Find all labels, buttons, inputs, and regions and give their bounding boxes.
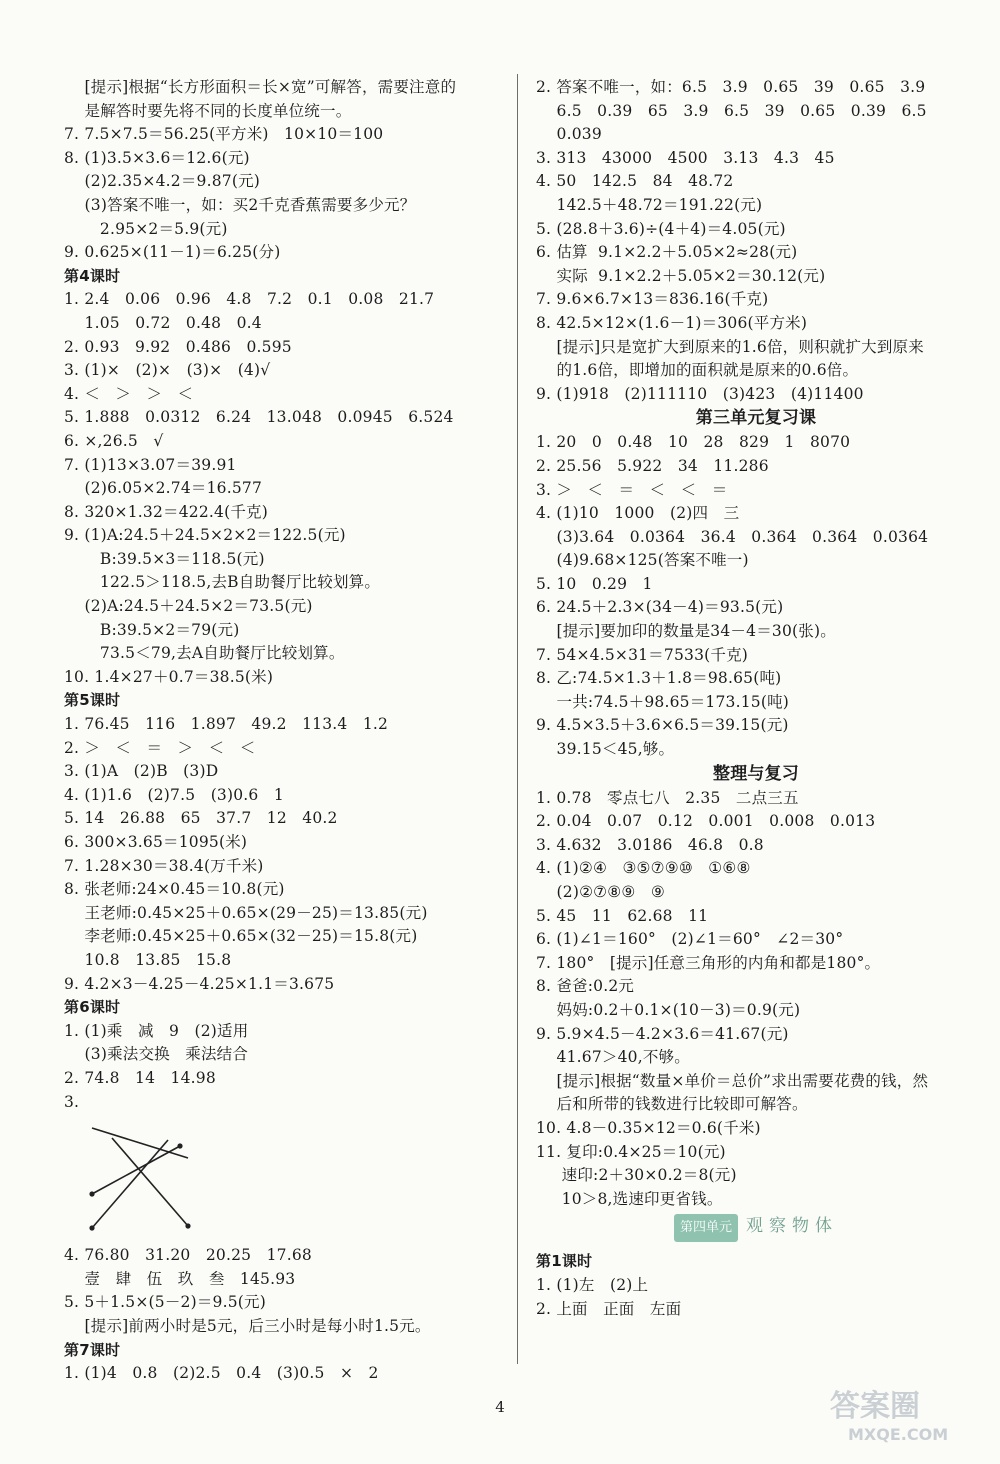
answer-line: 4. (1)1.6 (2)7.5 (3)0.6 1 bbox=[64, 785, 284, 804]
answer-line: 实际 9.1×2.2＋5.05×2＝30.12(元) bbox=[536, 266, 826, 285]
crossing-lines-figure bbox=[64, 1114, 504, 1244]
answer-line: 壹 肆 伍 玖 叁 145.93 bbox=[64, 1269, 296, 1288]
answer-line: (3)3.64 0.0364 36.4 0.364 0.364 0.0364 bbox=[536, 527, 929, 546]
answer-line: 速印:2＋30×0.2＝8(元) bbox=[536, 1166, 737, 1185]
answer-line: 6. 300×3.65＝1095(米) bbox=[64, 833, 248, 851]
answer-line: 3. bbox=[64, 1092, 80, 1111]
answer-line: 6.5 0.39 65 3.9 6.5 39 0.65 0.39 6.5 bbox=[536, 101, 927, 120]
answer-line: 5. 5＋1.5×(5－2)＝9.5(元) bbox=[64, 1293, 266, 1312]
answer-line: 3. 4.632 3.0186 46.8 0.8 bbox=[536, 835, 764, 854]
answer-line: 9. 5.9×4.5－4.2×3.6＝41.67(元) bbox=[536, 1024, 789, 1043]
lesson-heading: 第5课时 bbox=[64, 691, 121, 710]
lesson-heading: 第1课时 bbox=[536, 1252, 593, 1271]
answer-line: 1. (1)4 0.8 (2)2.5 0.4 (3)0.5 × 2 bbox=[64, 1364, 379, 1383]
answer-line: 8. 乙:74.5×1.3＋1.8＝98.65(吨) bbox=[536, 669, 782, 688]
answer-line: 10.8 13.85 15.8 bbox=[64, 950, 232, 969]
answer-line: 2.95×2＝5.9(元) bbox=[64, 219, 228, 238]
answer-line: 3. (1)A (2)B (3)D bbox=[64, 762, 219, 781]
answer-line: 7. 9.6×6.7×13＝836.16(千克) bbox=[536, 290, 769, 309]
answer-line: 41.67＞40,不够。 bbox=[536, 1048, 690, 1067]
answer-line: 9. 4.5×3.5＋3.6×6.5＝39.15(元) bbox=[536, 716, 789, 735]
section-heading: 第三单元复习课 bbox=[695, 408, 817, 429]
column-divider bbox=[517, 74, 518, 1364]
answer-line: 11. 复印:0.4×25＝10(元) bbox=[536, 1142, 726, 1161]
answer-line: 6. (1)∠1＝160° (2)∠1＝60° ∠2＝30° bbox=[536, 930, 844, 949]
answer-line: 2. 25.56 5.922 34 11.286 bbox=[536, 456, 769, 475]
answer-line: 1. (1)左 (2)上 bbox=[536, 1275, 649, 1294]
answer-line: 1. (1)乘 减 9 (2)适用 bbox=[64, 1021, 249, 1040]
answer-line: [提示]根据“长方形面积＝长×宽”可解答，需要注意的 bbox=[64, 78, 457, 96]
line-segment bbox=[92, 1146, 180, 1194]
answer-line: 4. (1)②④ ③⑤⑦⑨⑩ ①⑥⑧ bbox=[536, 859, 751, 878]
answer-line: 8. 爸爸:0.2元 bbox=[536, 977, 635, 996]
answer-line: [提示]只是宽扩大到原来的1.6倍，则积就扩大到原来 bbox=[536, 337, 924, 356]
answer-line: [提示]要加印的数量是34－4＝30(张)。 bbox=[536, 622, 836, 641]
line-segment bbox=[92, 1140, 168, 1228]
endpoint-dot bbox=[89, 1226, 94, 1231]
endpoint-dot bbox=[185, 1224, 190, 1229]
answer-line: 是解答时要先将不同的长度单位统一。 bbox=[64, 101, 352, 120]
answer-line: 0.039 bbox=[536, 125, 602, 144]
endpoint-dot bbox=[177, 1144, 182, 1149]
right-column bbox=[536, 76, 976, 1321]
answer-line: 3. ＞ ＜ ＝ ＜ ＜ ＝ bbox=[536, 480, 728, 499]
answer-line: 9. 0.625×(11－1)＝6.25(分) bbox=[64, 243, 281, 262]
answer-line: 3. 313 43000 4500 3.13 4.3 45 bbox=[536, 148, 835, 167]
answer-line: (2)2.35×4.2＝9.87(元) bbox=[64, 172, 261, 191]
answer-line: 4. (1)10 1000 (2)四 三 bbox=[536, 504, 740, 523]
answer-line: 6. 24.5＋2.3×(34－4)＝93.5(元) bbox=[536, 598, 784, 617]
answer-line: 1. 0.78 零点七八 2.35 二点三五 bbox=[536, 788, 799, 807]
answer-line: 王老师:0.45×25＋0.65×(29－25)＝13.85(元) bbox=[64, 903, 428, 922]
watermark-logo bbox=[820, 1380, 980, 1450]
watermark-title: 答案圈 bbox=[830, 1389, 920, 1424]
answer-line: 10. 1.4×27＋0.7＝38.5(米) bbox=[64, 667, 274, 686]
answer-line: 1. 76.45 116 1.897 49.2 113.4 1.2 bbox=[64, 715, 389, 734]
answer-line: 妈妈:0.2＋0.1×(10－3)＝0.9(元) bbox=[536, 1000, 801, 1019]
answer-line: 李老师:0.45×25＋0.65×(32－25)＝15.8(元) bbox=[64, 927, 418, 946]
answer-line: 8. 320×1.32＝422.4(千克) bbox=[64, 502, 268, 521]
answer-line: 10. 4.8－0.35×12＝0.6(千米) bbox=[536, 1118, 761, 1137]
answer-line: (2)6.05×2.74＝16.577 bbox=[64, 479, 263, 498]
answer-line: 3. (1)× (2)× (3)× (4)√ bbox=[64, 361, 271, 380]
answer-line: 的1.6倍，即增加的面积就是原来的0.6倍。 bbox=[536, 361, 859, 380]
answer-line: 7. 54×4.5×31＝7533(千克) bbox=[536, 645, 749, 664]
answer-line: 9. (1)A:24.5＋24.5×2×2＝122.5(元) bbox=[64, 526, 346, 545]
answer-line: (3)乘法交换 乘法结合 bbox=[64, 1045, 249, 1064]
answer-line: 2. ＞ ＜ ＝ ＞ ＜ ＜ bbox=[64, 738, 256, 757]
line-segment bbox=[92, 1128, 188, 1158]
endpoint-dot bbox=[89, 1192, 94, 1197]
answer-line: 9. (1)918 (2)111110 (3)423 (4)11400 bbox=[536, 384, 864, 403]
answer-line: 后和所带的钱数进行比较即可解答。 bbox=[536, 1095, 808, 1114]
answer-line: (3)答案不唯一，如：买2千克香蕉需要多少元？ bbox=[64, 195, 416, 214]
answer-line: [提示]前两小时是5元，后三小时是每小时1.5元。 bbox=[64, 1316, 431, 1335]
answer-line: 8. 42.5×12×(1.6－1)＝306(平方米) bbox=[536, 313, 808, 332]
unit-banner-title: 观察物体 bbox=[746, 1216, 838, 1237]
answer-line: (4)9.68×125(答案不唯一) bbox=[536, 551, 749, 570]
answer-line: B:39.5×2＝79(元) bbox=[64, 620, 240, 639]
answer-line: (2)②⑦⑧⑨ ⑨ bbox=[536, 883, 665, 901]
answer-line: 8. 张老师:24×0.45＝10.8(元) bbox=[64, 880, 285, 899]
answer-line: 5. 14 26.88 65 37.7 12 40.2 bbox=[64, 809, 338, 828]
answer-line: [提示]根据“数量×单价＝总价”求出需要花费的钱，然 bbox=[536, 1071, 929, 1090]
answer-line: 6. 估算 9.1×2.2＋5.05×2≈28(元) bbox=[536, 243, 798, 262]
answer-line: 142.5＋48.72＝191.22(元) bbox=[536, 195, 763, 214]
answer-line: 4. 76.80 31.20 20.25 17.68 bbox=[64, 1246, 312, 1265]
answer-line: 4. 50 142.5 84 48.72 bbox=[536, 172, 734, 191]
watermark-url: MXQE.COM bbox=[848, 1425, 949, 1444]
answer-line: 7. 1.28×30＝38.4(万千米) bbox=[64, 856, 264, 875]
line-segment bbox=[112, 1138, 188, 1226]
answer-line: 2. 0.93 9.92 0.486 0.595 bbox=[64, 337, 292, 356]
unit-banner bbox=[536, 1213, 976, 1242]
answer-line: 9. 4.2×3－4.25－4.25×1.1＝3.675 bbox=[64, 974, 335, 993]
answer-line: 7. (1)13×3.07＝39.91 bbox=[64, 455, 237, 474]
answer-line: 39.15＜45,够。 bbox=[536, 740, 675, 759]
answer-line: 一共:74.5＋98.65＝173.15(吨) bbox=[536, 692, 790, 711]
answer-line: 7. 7.5×7.5＝56.25(平方米) 10×10＝100 bbox=[64, 125, 384, 144]
answer-line: 2. 74.8 14 14.98 bbox=[64, 1068, 216, 1087]
answer-line: 7. 180° [提示]任意三角形的内角和都是180°。 bbox=[536, 953, 881, 972]
answer-line: 4. ＜ ＞ ＞ ＜ bbox=[64, 384, 194, 403]
lesson-heading: 第4课时 bbox=[64, 266, 121, 285]
answer-line: 122.5＞118.5,去B自助餐厅比较划算。 bbox=[64, 573, 381, 592]
answer-line: 5. (28.8＋3.6)÷(4＋4)＝4.05(元) bbox=[536, 219, 786, 238]
answer-line: 2. 答案不唯一，如：6.5 3.9 0.65 39 0.65 3.9 bbox=[536, 78, 926, 96]
section-heading: 整理与复习 bbox=[713, 763, 799, 784]
lesson-heading: 第7课时 bbox=[64, 1340, 121, 1359]
answer-line: 2. 上面 正面 左面 bbox=[536, 1299, 682, 1318]
answer-line: 6. ×,26.5 √ bbox=[64, 431, 164, 450]
lesson-heading: 第6课时 bbox=[64, 998, 121, 1017]
answer-line: 73.5＜79,去A自助餐厅比较划算。 bbox=[64, 644, 345, 663]
unit-banner-label: 第四单元 bbox=[674, 1214, 738, 1242]
answer-line: (2)A:24.5＋24.5×2＝73.5(元) bbox=[64, 597, 313, 616]
answer-line: 2. 0.04 0.07 0.12 0.001 0.008 0.013 bbox=[536, 812, 876, 831]
answer-line: 8. (1)3.5×3.6＝12.6(元) bbox=[64, 148, 250, 167]
answer-line: 1. 20 0 0.48 10 28 829 1 8070 bbox=[536, 433, 851, 452]
answer-line: 5. 45 11 62.68 11 bbox=[536, 906, 709, 925]
answer-line: 1. 2.4 0.06 0.96 4.8 7.2 0.1 0.08 21.7 bbox=[64, 290, 435, 309]
answer-line: 10＞8,选速印更省钱。 bbox=[536, 1189, 723, 1208]
page-number: 4 bbox=[495, 1398, 505, 1416]
answer-line: 1.05 0.72 0.48 0.4 bbox=[64, 313, 262, 332]
left-column bbox=[64, 76, 504, 1386]
answer-line: 5. 10 0.29 1 bbox=[536, 574, 653, 593]
answer-line: B:39.5×3＝118.5(元) bbox=[64, 549, 265, 568]
answer-line: 5. 1.888 0.0312 6.24 13.048 0.0945 6.524 bbox=[64, 408, 454, 427]
